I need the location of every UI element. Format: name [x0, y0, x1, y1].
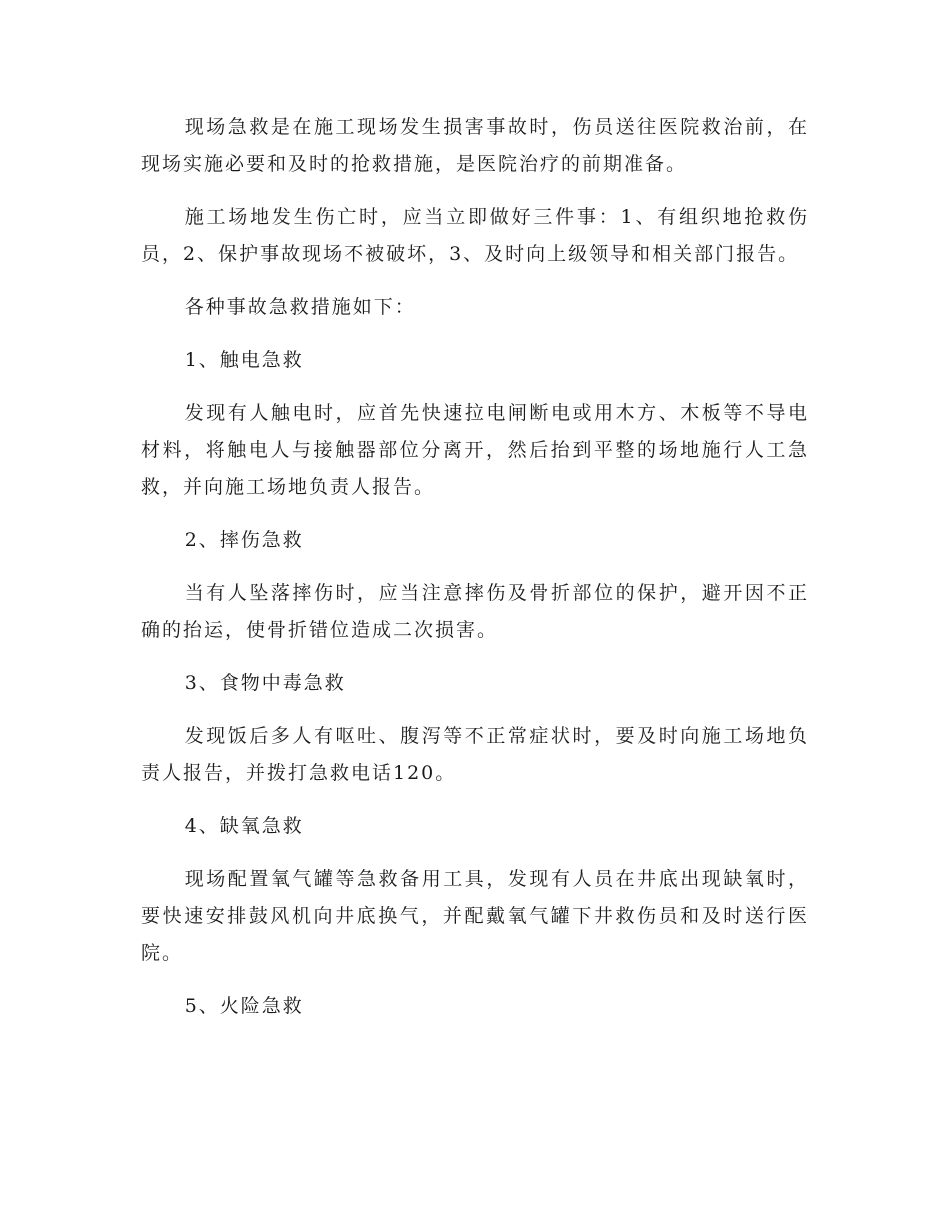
heading-fall-injury: 2、摔伤急救: [184, 529, 304, 551]
paragraph-measures-intro: 各种事故急救措施如下：: [184, 296, 416, 318]
document-body: [141, 109, 809, 1041]
heading-food-poisoning: 3、食物中毒急救: [184, 672, 346, 694]
paragraph-hypoxia: 现场配置氧气罐等急救备用工具，发现有人员在井底出现缺氧时，要快速安排鼓风机向井底换气，并配戴氧气罐下井救伤员和及时送行医院。: [141, 868, 809, 964]
heading-hypoxia: 4、缺氧急救: [184, 815, 304, 837]
paragraph-intro: 现场急救是在施工现场发生损害事故时，伤员送往医院救治前，在现场实施必要和及时的抢救措施，是医院治疗的前期准备。: [141, 116, 809, 175]
paragraph-fall-injury: 当有人坠落摔伤时，应当注意摔伤及骨折部位的保护，避开因不正确的抬运，使骨折错位造成二次损害。: [141, 582, 809, 641]
paragraph-three-tasks: 施工场地发生伤亡时，应当立即做好三件事：1、有组织地抢救伤员，2、保护事故现场不被破坏，3、及时向上级领导和相关部门报告。: [141, 206, 809, 265]
paragraph-electric-shock: 发现有人触电时，应首先快速拉电闸断电或用木方、木板等不导电材料，将触电人与接触器部位分离开，然后抬到平整的场地施行人工急救，并向施工场地负责人报告。: [141, 402, 809, 498]
heading-electric-shock: 1、触电急救: [184, 349, 304, 371]
heading-fire: 5、火险急救: [184, 995, 304, 1017]
paragraph-food-poisoning: 发现饭后多人有呕吐、腹泻等不正常症状时，要及时向施工场地负责人报告，并拨打急救电话120。: [141, 725, 809, 784]
